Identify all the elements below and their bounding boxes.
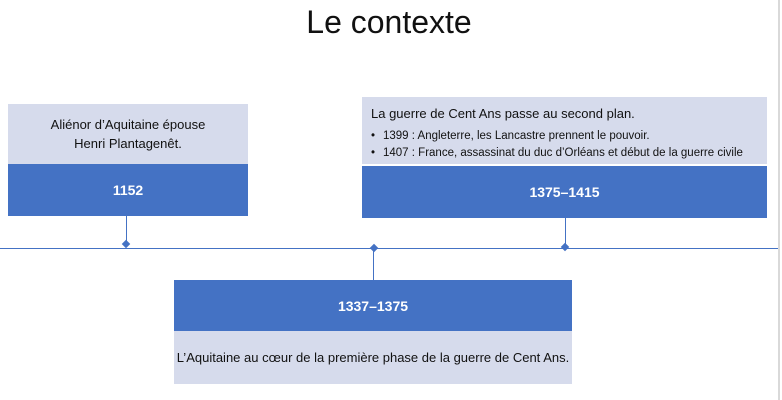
event-1152-date-bar bbox=[8, 164, 248, 216]
event-1337-description bbox=[174, 331, 572, 384]
event-1375-description bbox=[362, 97, 767, 164]
event-1337-marker bbox=[370, 244, 378, 252]
event-1152-line1: Aliénor d’Aquitaine épouse bbox=[50, 117, 206, 132]
bullet-text: 1407 : France, assassinat du duc d’Orléans et début de la guerre civile bbox=[383, 147, 743, 159]
event-1152-marker bbox=[122, 240, 130, 248]
event-1152-description bbox=[8, 104, 248, 164]
bullet-glyph: • bbox=[371, 147, 376, 159]
event-1152-date: 1152 bbox=[112, 182, 144, 198]
event-1375-date: 1375–1415 bbox=[529, 184, 600, 200]
event-1337-text: L’Aquitaine au cœur de la première phase de la guerre de Cent Ans. bbox=[176, 350, 570, 365]
timeline-axis bbox=[0, 248, 778, 249]
slide-right-edge bbox=[778, 0, 780, 400]
event-1337-connector bbox=[373, 251, 374, 280]
event-1337-date-bar bbox=[174, 280, 572, 331]
event-1375-bullet-list bbox=[371, 128, 743, 162]
event-1375-marker bbox=[561, 243, 569, 251]
list-item bbox=[371, 128, 743, 145]
bullet-glyph: • bbox=[371, 130, 376, 142]
event-1152-line2: Henri Plantagenêt. bbox=[74, 136, 182, 151]
event-1375-connector bbox=[565, 218, 566, 246]
bullet-text: 1399 : Angleterre, les Lancastre prennent le pouvoir. bbox=[383, 130, 650, 142]
event-1337-date: 1337–1375 bbox=[337, 297, 409, 314]
event-1375-heading: La guerre de Cent Ans passe au second plan. bbox=[371, 106, 635, 121]
list-item bbox=[371, 145, 743, 162]
event-1375-date-bar bbox=[362, 166, 767, 218]
slide-title: Le contexte bbox=[306, 4, 472, 40]
